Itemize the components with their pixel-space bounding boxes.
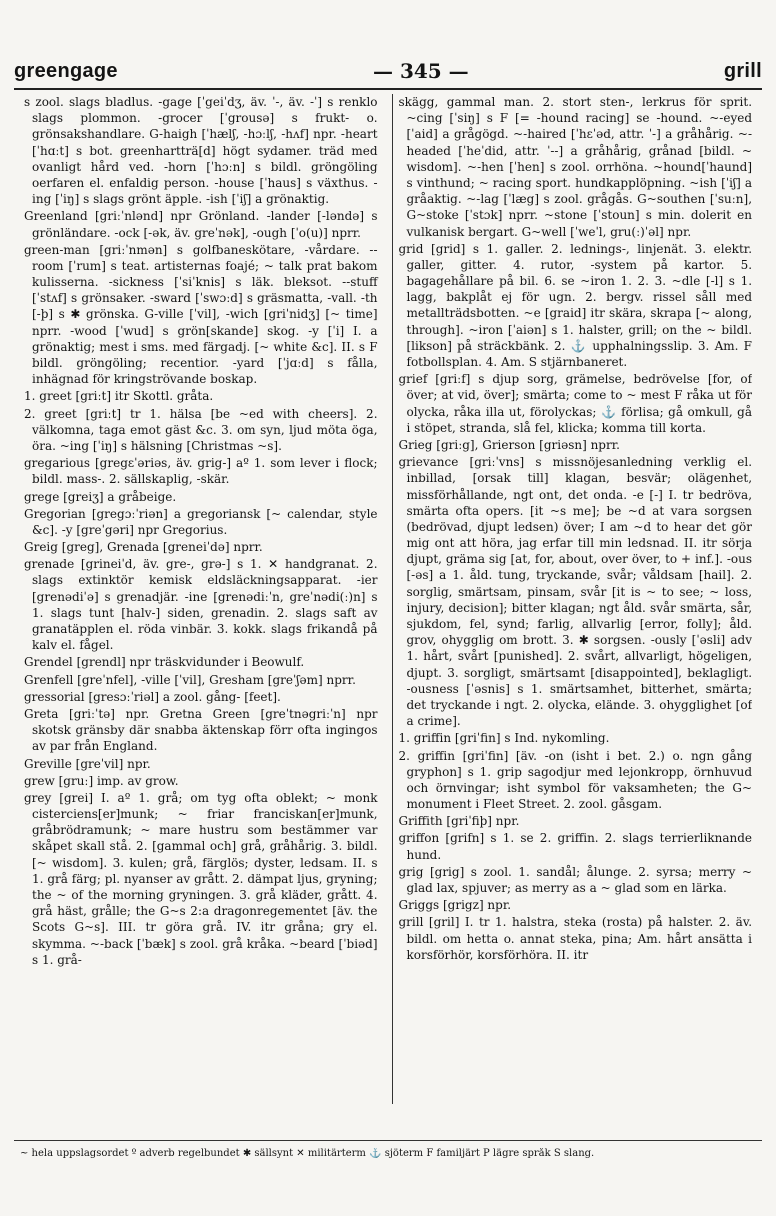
dictionary-entry: Greig [greg], Grenada [greneiˈdə] nprr. bbox=[24, 540, 263, 555]
dictionary-entry: grig [grig] s zool. 1. sandål; ålunge. 2. syrsa; merry ~ glad lax, spjuver; as merry as a ~ glad som en lärka. bbox=[398, 864, 753, 895]
dictionary-entry: 1. griffin [griˈfin] s Ind. nykomling. bbox=[398, 731, 610, 746]
dictionary-columns bbox=[24, 94, 752, 1104]
dictionary-entry: Greville [greˈvil] npr. bbox=[24, 756, 151, 771]
dictionary-entry: grievance [griːˈvns] s missnöjesanledning verklig el. inbillad, [orsak till] klagan, besvär; olägenhet, missförhållande, ngt ont, det onda. -e [-] I. tr bedröva, smärta ofta opers. [it ~s me]; be ~d at vara sorgsen (bedrövad, djupt ledsen) över; I am ~d to hear det gör mig ont att höra, jag erfar till min ledsnad. II. itr sörja djupt, gräma sig [at, for, about, over över, to + inf.]. -ous [-əs] a 1. åld. tung, tryckande, svår; våldsam [hail]. 2. sorglig, smärtsam, pinsam, svår [it is ~ to see; ~ loss, injury, decision]; bitter klagan; ngt åld. svår smärta, sår, sjukdom, fel, synd; farlig, allvarlig [error, folly]; åld. grov, ohygglig om brott. 3. ✱ sorgsen. -ously [ˈəsli] adv 1. hårt, svårt [punished]. 2. svårt, allvarligt, högeligen, djupt. 3. sorgligt, smärtsamt [disappointed], beklagligt. -ousness [ˈəsnis] s 1. smärtsamhet, bitterhet, smärta; det tryckande i ngt. 2. olycka, elände. 3. ohygglighet [of a crime]. bbox=[398, 455, 753, 729]
dictionary-entry: grey [grei] I. aº 1. grå; om tyg ofta oblekt; ~ monk cisterciens[er]munk; ~ friar franciskan[er]munk, gråbrödramunk; ~ mare hustru som bestämmer var skåpet skall stå. 2. [gammal och] grå, gråhårig. 3. bildl. [~ wisdom]. 3. kulen; grå, färglös; dyster, ledsam. II. s 1. grå färg; pl. nyanser av grått. 2. dämpat ljus, gryning; the ~ of the morning gryningen. 3. grå kläder, grått. 4. grå häst, grålle; the G~s 2:a dragonregementet [äv. the Scots G~s]. III. tr göra grå. IV. itr gråna; gry el. skymma. ~-back [ˈbæk] s zool. grå kråka. ~beard [ˈbiəd] s 1. grå- bbox=[24, 790, 378, 967]
dictionary-entry: grew [gruː] imp. av grow. bbox=[24, 773, 179, 788]
page-number: — 345 — bbox=[372, 59, 469, 83]
dictionary-entry: Grenfell [greˈnfel], -ville [ˈvil], Gresham [greˈʃəm] nprr. bbox=[24, 672, 356, 687]
dictionary-entry: 1. greet [griːt] itr Skottl. gråta. bbox=[24, 389, 214, 404]
dictionary-entry: Grieg [griːg], Grierson [griəsn] nprr. bbox=[398, 437, 620, 452]
column-divider bbox=[392, 94, 393, 1104]
dictionary-entry: gregarious [gregɛˈəriəs, äv. grig-] aº 1. som lever i flock; bildl. mass-. 2. sällskaplig, -skär. bbox=[24, 456, 378, 487]
page-header bbox=[14, 54, 762, 88]
dictionary-entry: Greenland [griːˈnlənd] npr Grönland. -lander [-ləndə] s grönländare. -ock [-ək, äv. greˈnək], -ough [ˈo(u)] nprr. bbox=[24, 209, 378, 240]
dictionary-entry: grid [grid] s 1. galler. 2. lednings-, linjenät. 3. elektr. galler, gitter. 4. rutor, -system på kartor. 5. bagagehållare på bil. 6. se ~iron 1. 2. 3. ~dle [-l] s 1. lagg, bakplåt ej för ugn. 2. bergv. rissel såll med metallträdsbotten. ~e [graid] itr skära, skrapa [~ along, through]. ~iron [ˈaiən] s 1. halster, grill; on the ~ bildl. [likson] på sträckbänk. 2. ⚓ upphalningsslip. 3. Am. F fotbollsplan. 4. Am. S stjärnbaneret. bbox=[398, 241, 753, 369]
dictionary-entry: gressorial [gresɔːˈriəl] a zool. gång- [feet]. bbox=[24, 689, 281, 704]
dictionary-entry: 2. greet [griːt] tr 1. hälsa [be ~ed with cheers]. 2. välkomna, taga emot gäst &c. 3. om syn, ljud möta öga, öra. ~ing [ˈiŋ] s hälsning [Christmas ~s]. bbox=[24, 406, 378, 453]
dictionary-entry: Griffith [griˈfiþ] npr. bbox=[398, 814, 520, 829]
footer-rule bbox=[14, 1140, 762, 1141]
dictionary-entry: skägg, gammal man. 2. stort sten-, lerkrus för sprit. ~cing [ˈsiŋ] s F [= -hound racing] se -hound. ~-eyed [ˈaid] a grågögd. ~-haired [ˈhɛˈəd, attr. ˈ-] a gråhårig. ~-headed [ˈheˈdid, attr. ˈ--] a gråhårig, grånad [bildl. ~ wisdom]. ~-hen [ˈhen] s zool. orrhöna. ~hound[ˈhaund] s vinthund; ~ racing sport. hundkapplöpning. ~ish [ˈiʃ] a gråaktig. ~-lag [ˈlæg] s zool. grågås. G~southen [ˈsuːn], G~stoke [ˈstɔk] nprr. ~stone [ˈstoun] s min. dolerit en vulkanisk bergart. G~well [ˈweˈl, gru(ː)ˈəl] npr. bbox=[398, 95, 753, 239]
abbreviation-legend: ~ hela uppslagsordet º adverb regelbundet ✱ sällsynt ✕ militärterm ⚓ sjöterm F familjärt P lägre språk S slang. bbox=[20, 1148, 595, 1159]
dictionary-entry: Greta [griːˈtə] npr. Gretna Green [greˈtnəgriːˈn] npr skotsk gränsby där snabba äktenskap förr ofta ingingos av par från England. bbox=[24, 706, 378, 754]
dictionary-entry: grill [gril] I. tr 1. halstra, steka (rosta) på halster. 2. äv. bildl. om hetta o. annat steka, pina; Am. hårt ansätta i korsförhör, korsförhöra. II. itr bbox=[398, 915, 753, 962]
dictionary-entry: griffon [grifn] s 1. se 2. griffin. 2. slags terrierliknande hund. bbox=[398, 831, 753, 862]
header-rule bbox=[14, 88, 762, 90]
dictionary-entry: Griggs [grigz] npr. bbox=[398, 898, 512, 913]
dictionary-entry: s zool. slags bladlus. -gage [ˈgeiˈdʒ, äv. ˈ-, äv. -ˈ] s renklo slags plommon. -grocer [ˈgrousə] s frukt- o. grönsakshandlare. G-haigh [ˈhælʃ, -hɔːlʃ, -hʌf] npr. -heart [ˈhɑːt] s bot. greenhartträ[d] högt sydamer. träd med ovanligt hård ved. -horn [ˈhɔːn] s bildl. gröngöling oerfaren el. enfaldig person. -house [ˈhaus] s växthus. -ing [ˈiŋ] s slags grönt äpple. -ish [ˈiʃ] a grönaktig. bbox=[24, 95, 378, 207]
dictionary-entry: green-man [griːˈnmən] s golfbaneskötare, -vårdare. --room [ˈrum] s teat. artisternas foajé; ~ talk prat bakom kulisserna. -sickness [ˈsiˈknis] s läk. bleksot. --stuff [ˈstʌf] s grönsaker. -sward [ˈswɔːd] s gräsmatta, -vall. -th [-þ] s ✱ grönska. G-ville [ˈvil], -wich [griˈnidʒ] [~ time] nprr. -wood [ˈwud] s grön[skande] skog. -y [ˈi] I. a grönaktig; mest i sms. med färgadj. [~ white &c]. II. s F bildl. gröngöling; recentior. -yard [ˈjɑːd] s fålla, inhägnad för kringströvande boskap. bbox=[24, 242, 378, 387]
dictionary-entry: Grendel [grendl] npr träskvidunder i Beowulf. bbox=[24, 655, 305, 670]
right-column bbox=[399, 94, 753, 1104]
dictionary-entry: grege [greiʒ] a gråbeige. bbox=[24, 489, 177, 504]
dictionary-entry: grenade [grineiˈd, äv. gre-, grə-] s 1. ✕ handgranat. 2. slags extinktör kemisk eldsläckningsapparat. -ier [grenədiˈə] s grenadjär. -ine [grenədiːˈn, greˈnədi(ː)n] s 1. slags tunt [halv-] siden, grenadin. 2. slags saft av granatäpplen el. röda vinbär. 3. kokk. slags frikandå på kalv el. fågel. bbox=[24, 557, 378, 653]
guide-word-right: grill bbox=[723, 59, 762, 82]
dictionary-entry: Gregorian [gregɔːˈriən] a gregoriansk [~ calendar, style &c]. -y [greˈgəri] npr Gregorius. bbox=[24, 506, 378, 537]
dictionary-entry: grief [griːf] s djup sorg, grämelse, bedrövelse [for, of över; at vid, över]; smärta; come to ~ mest F råka ut för olycka, råka illa ut, förolyckas; ⚓ förlisa; gå omkull, gå i stöpet, stranda, slå fel, klicka; komma till korta. bbox=[398, 372, 753, 435]
left-column bbox=[24, 94, 386, 1104]
dictionary-entry: 2. griffin [griˈfin] [äv. -on (isht i bet. 2.) o. ngn gång gryphon] s 1. grip sagodjur med lejonkropp, örnhuvud och örnvingar; isht symbol för vaksamheten; the G~ monument i Fleet Street. 2. zool. gåsgam. bbox=[398, 748, 753, 812]
guide-word-left: greengage bbox=[14, 59, 118, 82]
